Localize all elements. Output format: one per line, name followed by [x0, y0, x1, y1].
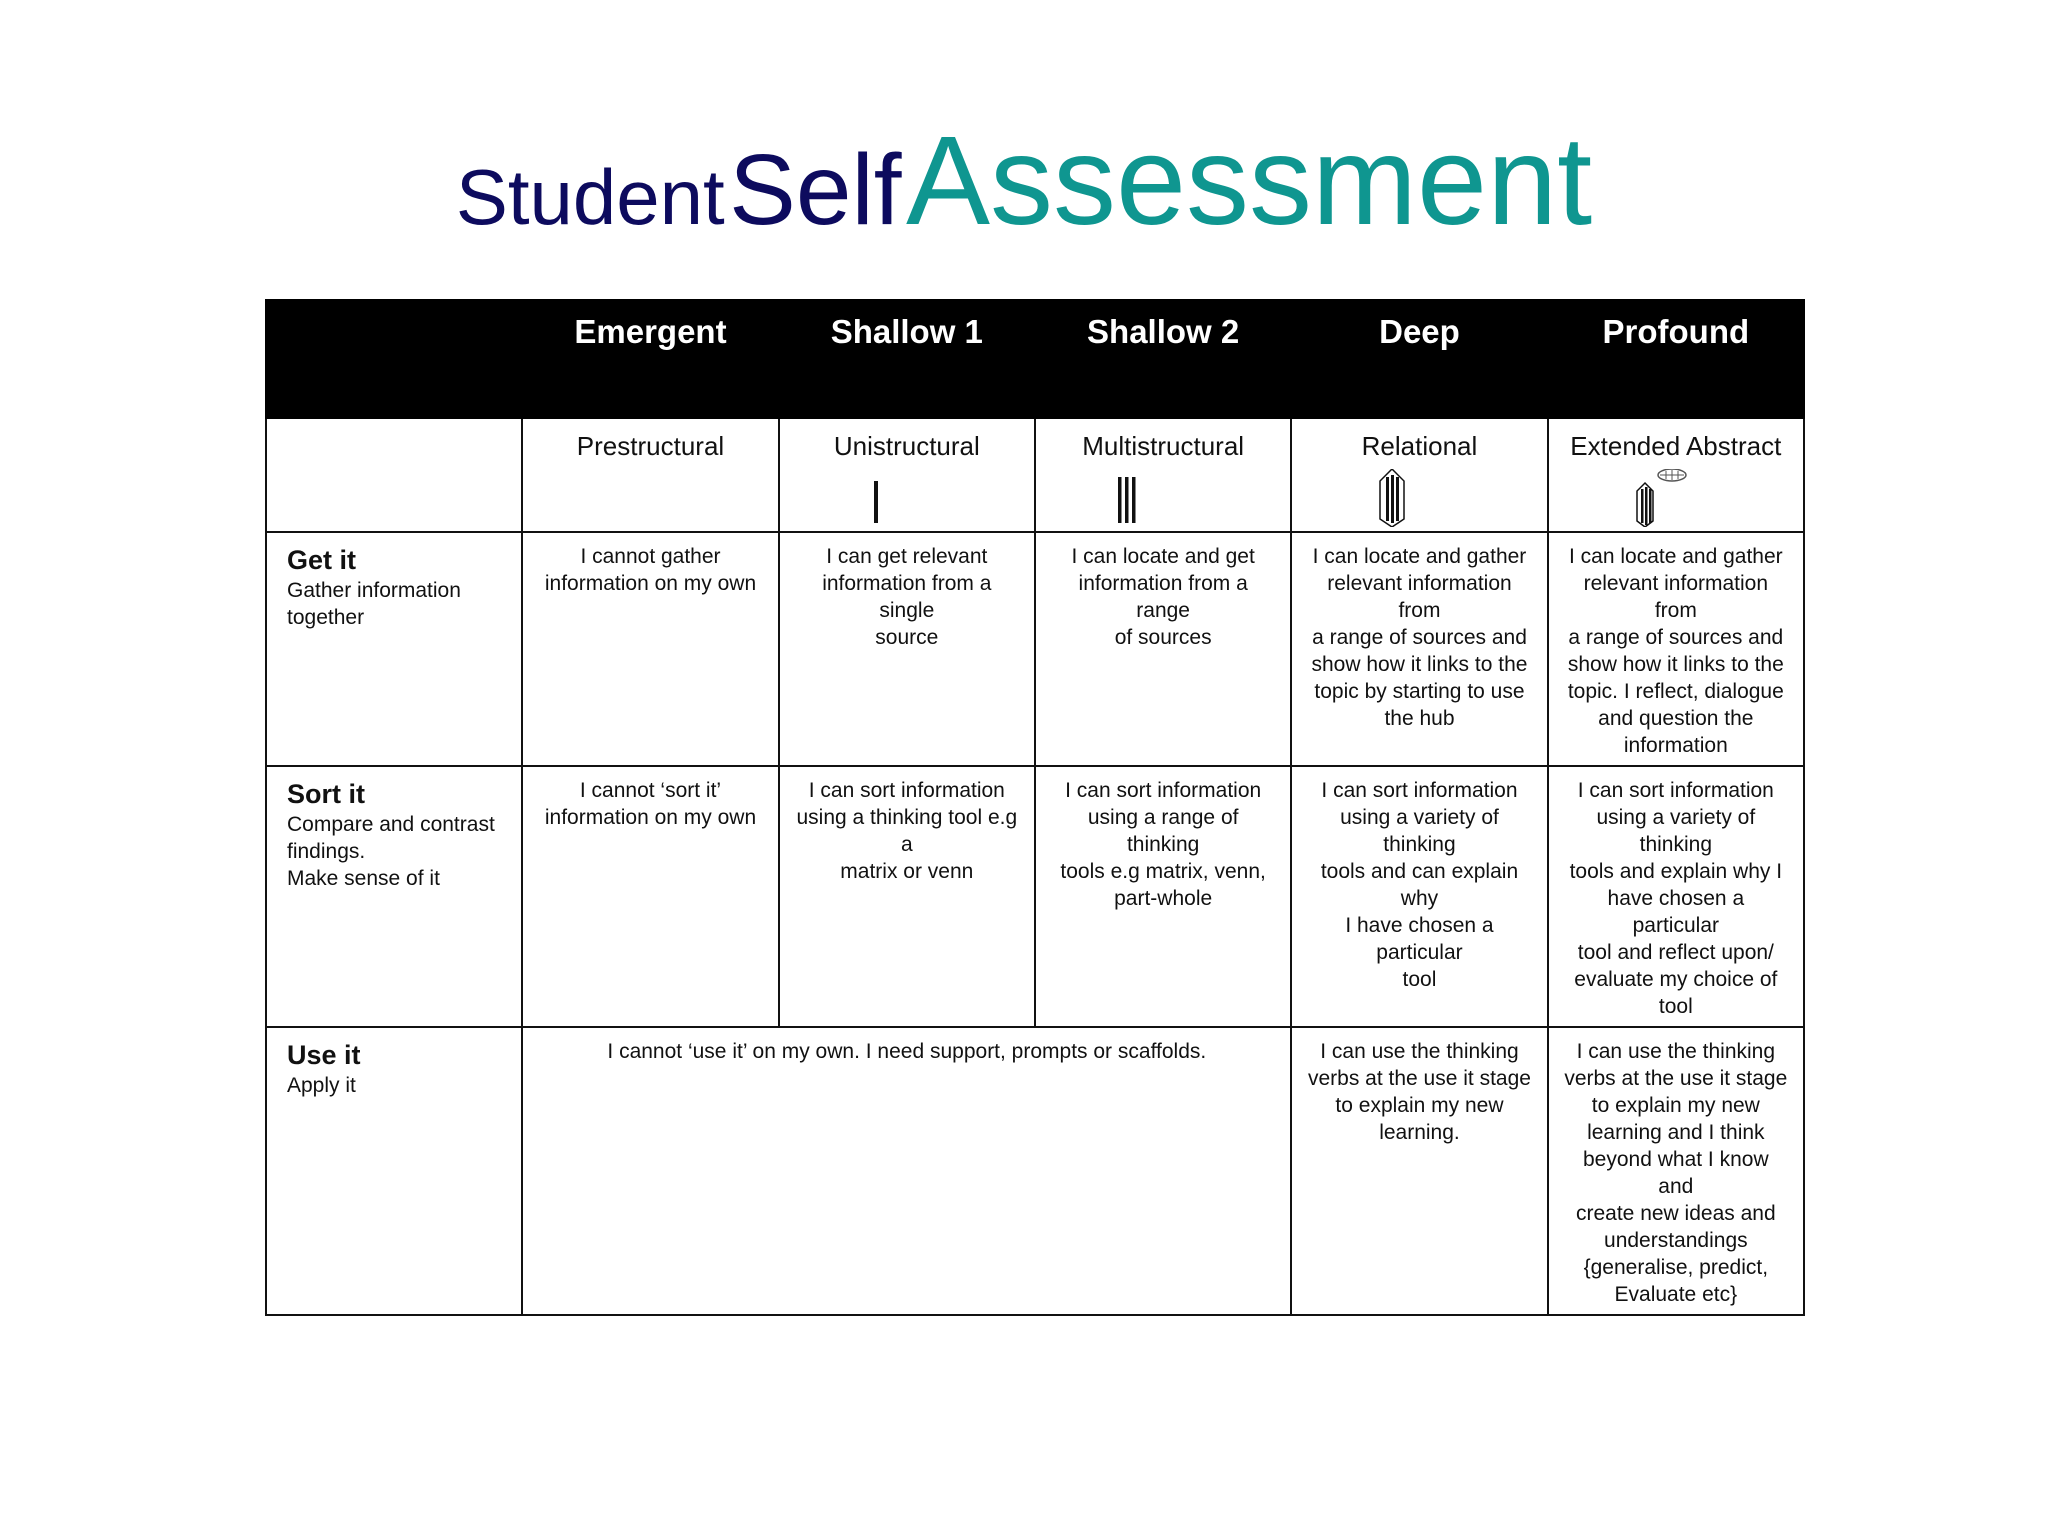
cell-get-shallow-2: I can locate and get information from a range of sources [1035, 532, 1291, 766]
row-title-get-it: Get it [287, 545, 357, 575]
solo-label-prestructural: Prestructural [576, 431, 725, 461]
cell-sort-profound: I can sort information using a variety of thinking tools and explain why I have chosen a particular tool and reflect upon/ evaluate my choice of tool [1548, 766, 1804, 1027]
solo-label-multistructural: Multistructural [1082, 431, 1245, 461]
assessment-rubric-table [265, 299, 1805, 1316]
row-title-use-it: Use it [287, 1040, 361, 1070]
solo-label-unistructural: Unistructural [833, 431, 980, 461]
cell-get-emergent: I cannot gather information on my own [522, 532, 778, 766]
row-use-it [266, 1027, 1804, 1315]
row-sort-it [266, 766, 1804, 1027]
cell-sort-deep: I can sort information using a variety of thinking tools and can explain why I have chosen a particular tool [1291, 766, 1547, 1027]
cell-sort-shallow-2: I can sort information using a range of thinking tools e.g matrix, venn, part-whole [1035, 766, 1291, 1027]
cell-sort-emergent: I cannot ‘sort it’ information on my own [522, 766, 778, 1027]
title-assessment: Assessment [905, 110, 1593, 251]
header-corner-cell [266, 300, 522, 418]
cell-get-deep: I can locate and gather relevant information from a range of sources and show how it links to the topic by starting to use the hub [1291, 532, 1547, 766]
three-bars-icon [1036, 469, 1292, 527]
solo-label-relational: Relational [1361, 431, 1478, 461]
title-student: Student [455, 153, 725, 241]
cell-use-deep: I can use the thinking verbs at the use it stage to explain my new learning. [1291, 1027, 1547, 1315]
solo-cell-prestructural [522, 418, 778, 532]
row-desc-sort-it: Compare and contrast findings. Make sense of it [287, 813, 495, 890]
row-desc-get-it: Gather information together [287, 579, 461, 629]
page-title [0, 110, 2048, 251]
single-bar-icon [780, 469, 1036, 527]
cell-get-shallow-1: I can get relevant information from a single source [779, 532, 1035, 766]
solo-cell-relational [1291, 418, 1547, 532]
row-get-it [266, 532, 1804, 766]
cell-use-emergent-to-shallow: I cannot ‘use it’ on my own. I need support, prompts or scaffolds. [522, 1027, 1291, 1315]
extended-bars-icon [1549, 469, 1805, 527]
row-desc-use-it: Apply it [287, 1074, 356, 1097]
row-head-get-it [266, 532, 522, 766]
solo-taxonomy-row [266, 418, 1804, 532]
title-self: Self [729, 134, 902, 246]
level-header-shallow-1: Shallow 1 [779, 300, 1035, 418]
solo-cell-multistructural [1035, 418, 1291, 532]
level-header-shallow-2: Shallow 2 [1035, 300, 1291, 418]
row-head-use-it [266, 1027, 522, 1315]
row-title-sort-it: Sort it [287, 779, 365, 809]
solo-corner-cell [266, 418, 522, 532]
level-header-profound: Profound [1548, 300, 1804, 418]
solo-cell-extended-abstract [1548, 418, 1804, 532]
cell-get-profound: I can locate and gather relevant information from a range of sources and show how it links to the topic. I reflect, dialogue and question the information [1548, 532, 1804, 766]
solo-label-extended-abstract: Extended Abstract [1570, 431, 1782, 461]
level-header-deep: Deep [1291, 300, 1547, 418]
solo-cell-unistructural [779, 418, 1035, 532]
linked-bars-icon [1292, 469, 1548, 527]
level-header-emergent: Emergent [522, 300, 778, 418]
cell-use-profound: I can use the thinking verbs at the use it stage to explain my new learning and I think beyond what I know and create new ideas and understandings {generalise, predict, Evaluate etc} [1548, 1027, 1804, 1315]
row-head-sort-it [266, 766, 522, 1027]
level-header-row [266, 300, 1804, 418]
cell-sort-shallow-1: I can sort information using a thinking tool e.g a matrix or venn [779, 766, 1035, 1027]
